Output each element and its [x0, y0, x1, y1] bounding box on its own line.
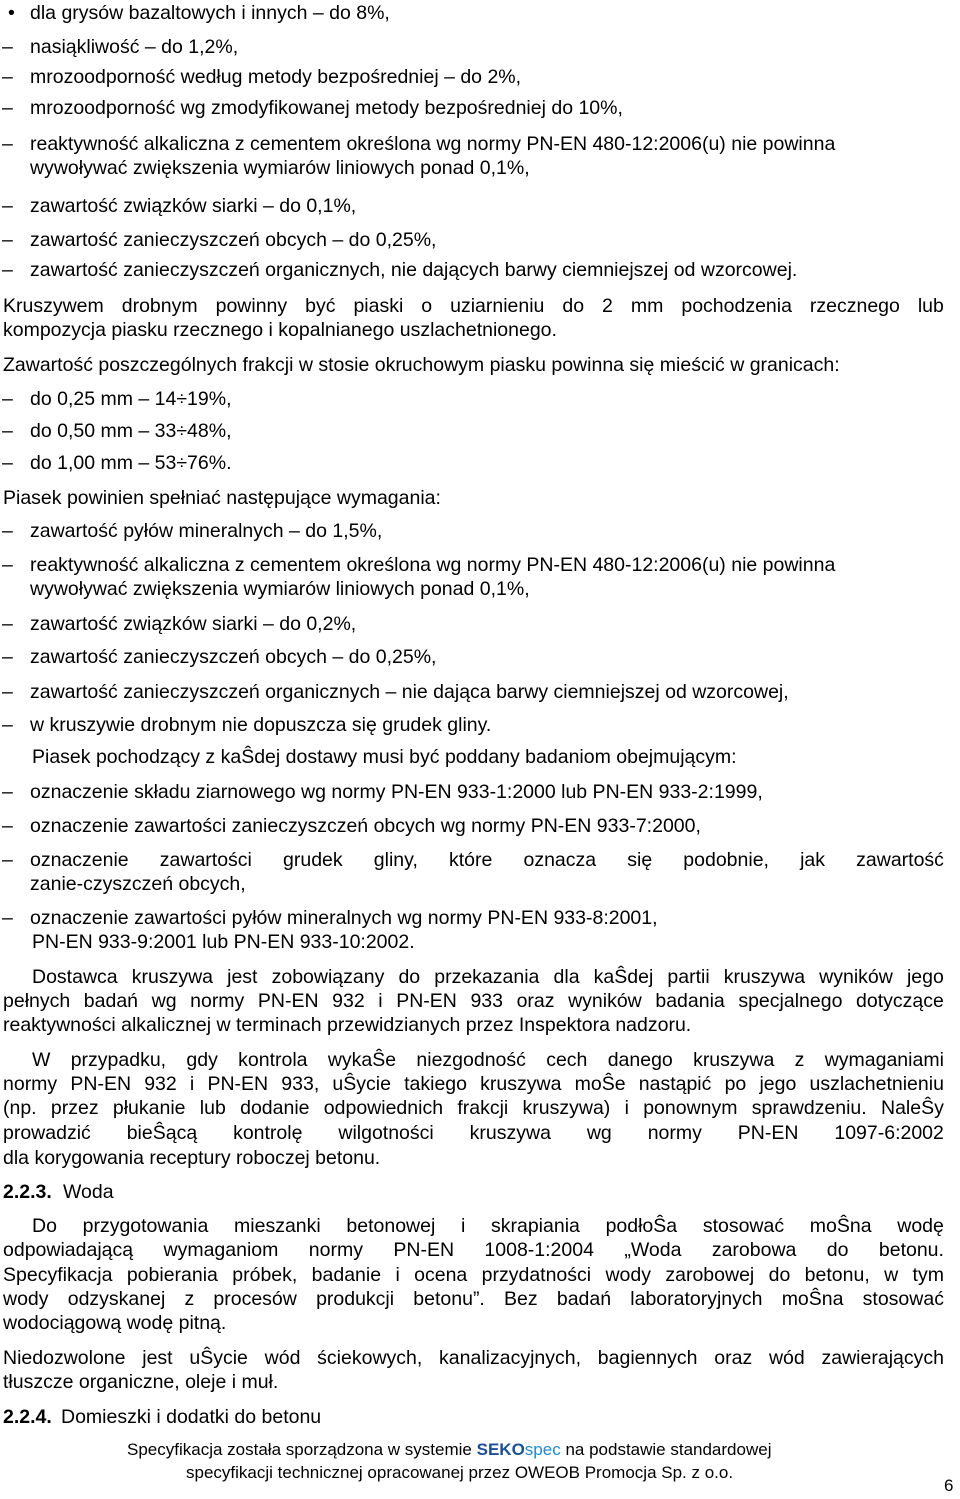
word: Dostawca — [32, 966, 118, 988]
list-item: do 0,25 mm – 14÷19%, — [30, 388, 232, 410]
list-item: do 1,00 mm – 53÷76%. — [30, 452, 232, 474]
word: zawierających — [821, 1347, 944, 1369]
dash-marker: – — [2, 681, 13, 703]
word: normy — [190, 990, 245, 1012]
word: badania — [655, 990, 725, 1012]
word: bagiennych — [597, 1347, 698, 1369]
paragraph-line: reaktywności alkalicznej w terminach przewidzianych przez Inspektora nadzoru. — [3, 1014, 692, 1036]
word: przekazania — [434, 966, 540, 988]
word: i — [189, 1073, 195, 1095]
word: „Woda — [624, 1239, 682, 1261]
word: płukanie — [112, 1097, 186, 1119]
list-item: oznaczenie zawartości pyłów mineralnych wg normy PN-EN 933-8:2001, — [30, 907, 658, 929]
word: PN-EN — [396, 990, 457, 1012]
dash-marker: – — [2, 66, 13, 88]
list-item — [30, 849, 944, 872]
word: jego — [759, 1073, 797, 1095]
word: i — [395, 1264, 400, 1286]
word: prowadzić — [3, 1122, 91, 1144]
word: przygotowania — [82, 1215, 209, 1237]
word: partii — [667, 966, 710, 988]
word: kruszywa) — [522, 1097, 611, 1119]
word: zarobowej — [665, 1264, 755, 1286]
word: moŜe — [574, 1073, 626, 1095]
word: Do — [32, 1215, 57, 1237]
word: betonowej — [346, 1215, 436, 1237]
word: jego — [906, 966, 944, 988]
word: badań — [83, 990, 139, 1012]
paragraph-line — [32, 966, 944, 989]
word: betonu, — [804, 1264, 870, 1286]
word: i — [378, 990, 383, 1012]
word: podłoŜa — [605, 1215, 678, 1237]
word: do — [768, 1264, 791, 1286]
word: normy — [308, 1239, 363, 1261]
word: dodanie — [240, 1097, 310, 1119]
dash-marker: – — [2, 554, 13, 576]
word: do — [562, 295, 585, 317]
list-item: nasiąkliwość – do 1,2%, — [30, 36, 239, 58]
word: badań — [556, 1288, 612, 1310]
word: PN-EN — [207, 1073, 269, 1095]
word: mm — [630, 295, 664, 317]
paragraph-line: Zawartość poszczególnych frakcji w stosie okruchowym piasku powinna się mieścić w granicach: — [3, 354, 840, 376]
word: piaski — [353, 295, 404, 317]
word: które — [448, 849, 493, 871]
word: laboratoryjnych — [630, 1288, 763, 1310]
word: wilgotności — [338, 1122, 434, 1144]
bullet-marker: • — [8, 2, 15, 24]
list-item: zawartość zanieczyszczeń obcych – do 0,25%, — [30, 646, 437, 668]
word: PN-EN — [70, 1073, 132, 1095]
word: dla — [553, 966, 580, 988]
footer-text: Specyfikacja została sporządzona w systemie — [127, 1440, 477, 1459]
word: 1097-6:2002 — [834, 1122, 944, 1144]
word: moŜna — [781, 1288, 844, 1310]
word: sprawdzeniu. — [751, 1097, 867, 1119]
dash-marker: – — [2, 849, 13, 871]
word: produkcji — [316, 1288, 395, 1310]
word: się — [627, 849, 653, 871]
paragraph-line — [3, 1264, 944, 1287]
list-item: zawartość zanieczyszczeń organicznych – nie dająca barwy ciemniejszej od wzorcowej, — [30, 681, 789, 703]
paragraph-line — [3, 1073, 944, 1096]
word: wymaganiami — [824, 1049, 944, 1071]
list-item: oznaczenie składu ziarnowego wg normy PN-EN 933-1:2000 lub PN-EN 933-2:1999, — [30, 781, 763, 803]
word: skrapiania — [491, 1215, 580, 1237]
list-item: dla grysów bazaltowych i innych – do 8%, — [30, 2, 390, 24]
word: po — [724, 1073, 747, 1095]
dash-marker: – — [2, 520, 13, 542]
word: gdy — [186, 1049, 218, 1071]
word: 2 — [602, 295, 613, 317]
word: moŜna — [809, 1215, 872, 1237]
word: kaŜdej — [593, 966, 654, 988]
word: takiego — [404, 1073, 467, 1095]
paragraph-line — [3, 1288, 944, 1311]
dash-marker: – — [2, 195, 13, 217]
paragraph-line: kompozycja piasku rzecznego i kopalnianego uszlachetnionego. — [3, 319, 557, 341]
footer-line: specyfikacji technicznej opracowanej przez OWEOB Promocja Sp. z o.o. — [186, 1463, 734, 1482]
list-item: w kruszywie drobnym nie dopuszcza się grudek gliny. — [30, 714, 492, 736]
word: 933, — [281, 1073, 320, 1095]
word: być — [305, 295, 336, 317]
word: oznacza — [523, 849, 597, 871]
word: pobierania — [126, 1264, 218, 1286]
list-item-continuation: zanie-czyszczeń obcych, — [30, 873, 246, 895]
word: uszlachetnieniu — [809, 1073, 944, 1095]
word: jest — [227, 966, 258, 988]
word: betonu”. — [413, 1288, 485, 1310]
paragraph-line: wodociągową wodę pitną. — [3, 1312, 227, 1334]
word: kruszywa — [480, 1073, 562, 1095]
paragraph-line: Piasek pochodzący z kaŜdej dostawy musi być poddany badaniom obejmującym: — [32, 746, 737, 768]
dash-marker: – — [2, 259, 13, 281]
word: o — [421, 295, 433, 317]
footer-text: na podstawie standardowej — [560, 1440, 772, 1459]
word: wód — [264, 1347, 301, 1369]
word: jak — [800, 849, 826, 871]
list-item-continuation: wywoływać zwiększenia wymiarów liniowych ponad 0,1%, — [30, 157, 530, 179]
word: lub — [199, 1097, 226, 1119]
list-item: reaktywność alkaliczna z cementem określona wg normy PN-EN 480-12:2006(u) nie powinna — [30, 554, 836, 576]
word: 1008-1:2004 — [484, 1239, 594, 1261]
word: Niedozwolone — [3, 1347, 126, 1369]
word: do — [398, 966, 421, 988]
dash-marker: – — [2, 229, 13, 251]
dash-marker: – — [2, 613, 13, 635]
word: ponownym — [643, 1097, 738, 1119]
word: stosować — [702, 1215, 785, 1237]
list-item: zawartość zanieczyszczeń obcych – do 0,25%, — [30, 229, 437, 251]
word: wyników — [568, 990, 642, 1012]
word: przypadku, — [70, 1049, 167, 1071]
word: zawartości — [159, 849, 252, 871]
word: oznaczenie — [30, 849, 129, 871]
dash-marker: – — [2, 815, 13, 837]
paragraph-line — [3, 990, 944, 1013]
word: i — [460, 1215, 466, 1237]
word: danego — [607, 1049, 673, 1071]
word: PN-EN — [257, 990, 319, 1012]
word: przez — [50, 1097, 99, 1119]
word: odzyskanej — [67, 1288, 166, 1310]
word: ściekowych, — [317, 1347, 423, 1369]
word: mieszanki — [234, 1215, 321, 1237]
word: wody — [605, 1264, 651, 1286]
word: i — [624, 1097, 629, 1119]
word: kruszywa — [693, 1049, 775, 1071]
word: wód — [768, 1347, 805, 1369]
word: procesów — [213, 1288, 297, 1310]
dash-marker: – — [2, 714, 13, 736]
dash-marker: – — [2, 420, 13, 442]
word: przydatności — [481, 1264, 592, 1286]
word: powinny — [215, 295, 288, 317]
word: wymaganiom — [163, 1239, 279, 1261]
paragraph-line — [3, 1347, 944, 1370]
brand-logo-seko: SEKO — [476, 1440, 525, 1459]
paragraph-line — [32, 1049, 944, 1072]
word: odpowiednich — [323, 1097, 444, 1119]
word: 932 — [332, 990, 365, 1012]
list-item: do 0,50 mm – 33÷48%, — [30, 420, 232, 442]
word: normy — [3, 1073, 58, 1095]
paragraph-line: Piasek powinien spełniać następujące wymagania: — [3, 487, 441, 509]
word: (np. — [3, 1097, 37, 1119]
word: bieŜącą — [126, 1122, 198, 1144]
word: badanie — [311, 1264, 382, 1286]
word: kruszywa — [131, 966, 214, 988]
word: rzecznego — [809, 295, 900, 317]
paragraph-line — [3, 295, 944, 318]
word: Specyfikacja — [3, 1264, 113, 1286]
word: dotyczące — [856, 990, 944, 1012]
word: 933 — [470, 990, 503, 1012]
word: frakcji — [457, 1097, 509, 1119]
word: w — [884, 1264, 899, 1286]
word: wg — [586, 1122, 612, 1144]
word: W — [32, 1049, 51, 1071]
dash-marker: – — [2, 36, 13, 58]
word: Kruszywem — [3, 295, 104, 317]
paragraph-line: dla korygowania receptury roboczej betonu. — [3, 1147, 381, 1169]
word: lub — [917, 295, 944, 317]
word: kanalizacyjnych, — [439, 1347, 582, 1369]
word: 932 — [144, 1073, 177, 1095]
list-item: mrozoodporność wg zmodyfikowanej metody bezpośredniej do 10%, — [30, 97, 623, 119]
word: pełnych — [3, 990, 71, 1012]
word: NaleŜy — [880, 1097, 944, 1119]
page-number: 6 — [944, 1476, 954, 1495]
word: PN-EN — [393, 1239, 455, 1261]
word: wodę — [897, 1215, 944, 1237]
word: kontrola — [238, 1049, 308, 1071]
word: betonu. — [878, 1239, 944, 1261]
word: pochodzenia — [681, 295, 792, 317]
word: wyników — [819, 966, 893, 988]
word: kruszywa — [469, 1122, 551, 1144]
word: z — [184, 1288, 195, 1310]
word: zobowiązany — [271, 966, 385, 988]
word: stosować — [862, 1288, 944, 1310]
list-item-continuation: PN-EN 933-9:2001 lub PN-EN 933-10:2002. — [32, 931, 415, 953]
word: ocena — [414, 1264, 468, 1286]
word: wg — [151, 990, 177, 1012]
word: nastąpić — [638, 1073, 712, 1095]
paragraph-line: tłuszcze organiczne, oleje i muł. — [3, 1371, 279, 1393]
list-item: reaktywność alkaliczna z cementem określona wg normy PN-EN 480-12:2006(u) nie powinna — [30, 133, 836, 155]
dash-marker: – — [2, 133, 13, 155]
section-title: Domieszki i dodatki do betonu — [61, 1406, 322, 1428]
section-title: Woda — [63, 1181, 114, 1203]
word: normy — [647, 1122, 702, 1144]
word: próbek, — [232, 1264, 298, 1286]
word: oraz — [516, 990, 555, 1012]
footer-line — [127, 1440, 771, 1460]
list-item: zawartość związków siarki – do 0,2%, — [30, 613, 357, 635]
word: uŜycie — [189, 1347, 248, 1369]
paragraph-line — [3, 1097, 944, 1120]
list-item: mrozoodporność według metody bezpośredniej – do 2%, — [30, 66, 522, 88]
list-item: zawartość zanieczyszczeń organicznych, nie dających barwy ciemniejszej od wzorcowej. — [30, 259, 798, 281]
word: jest — [142, 1347, 173, 1369]
word: gliny, — [373, 849, 418, 871]
dash-marker: – — [2, 388, 13, 410]
word: tym — [912, 1264, 944, 1286]
paragraph-line — [3, 1122, 944, 1145]
word: wykaŜe — [327, 1049, 397, 1071]
word: uŜycie — [332, 1073, 391, 1095]
dash-marker: – — [2, 646, 13, 668]
paragraph-line — [3, 1239, 944, 1262]
list-item: zawartość pyłów mineralnych – do 1,5%, — [30, 520, 383, 542]
word: podobnie, — [683, 849, 769, 871]
brand-logo-spec: spec — [524, 1440, 561, 1459]
section-number: 2.2.3. — [3, 1181, 52, 1203]
word: cech — [546, 1049, 588, 1071]
dash-marker: – — [2, 907, 13, 929]
word: z — [794, 1049, 805, 1071]
word: Bez — [504, 1288, 538, 1310]
word: PN-EN — [737, 1122, 799, 1144]
word: kontrolę — [233, 1122, 303, 1144]
paragraph-line — [32, 1215, 944, 1238]
word: zarobowa — [711, 1239, 797, 1261]
word: zawartość — [856, 849, 944, 871]
word: wody — [3, 1288, 49, 1310]
dash-marker: – — [2, 781, 13, 803]
section-number: 2.2.4. — [3, 1406, 52, 1428]
list-item-continuation: wywoływać zwiększenia wymiarów liniowych ponad 0,1%, — [30, 578, 530, 600]
word: oraz — [714, 1347, 753, 1369]
list-item: oznaczenie zawartości zanieczyszczeń obcych wg normy PN-EN 933-7:2000, — [30, 815, 701, 837]
dash-marker: – — [2, 97, 13, 119]
word: odpowiadającą — [3, 1239, 134, 1261]
word: specjalnego — [738, 990, 843, 1012]
word: uziarnieniu — [450, 295, 545, 317]
list-item: zawartość związków siarki – do 0,1%, — [30, 195, 357, 217]
word: drobnym — [121, 295, 198, 317]
dash-marker: – — [2, 452, 13, 474]
word: niezgodność — [416, 1049, 526, 1071]
word: kruszywa — [723, 966, 806, 988]
word: do — [826, 1239, 849, 1261]
word: grudek — [283, 849, 343, 871]
